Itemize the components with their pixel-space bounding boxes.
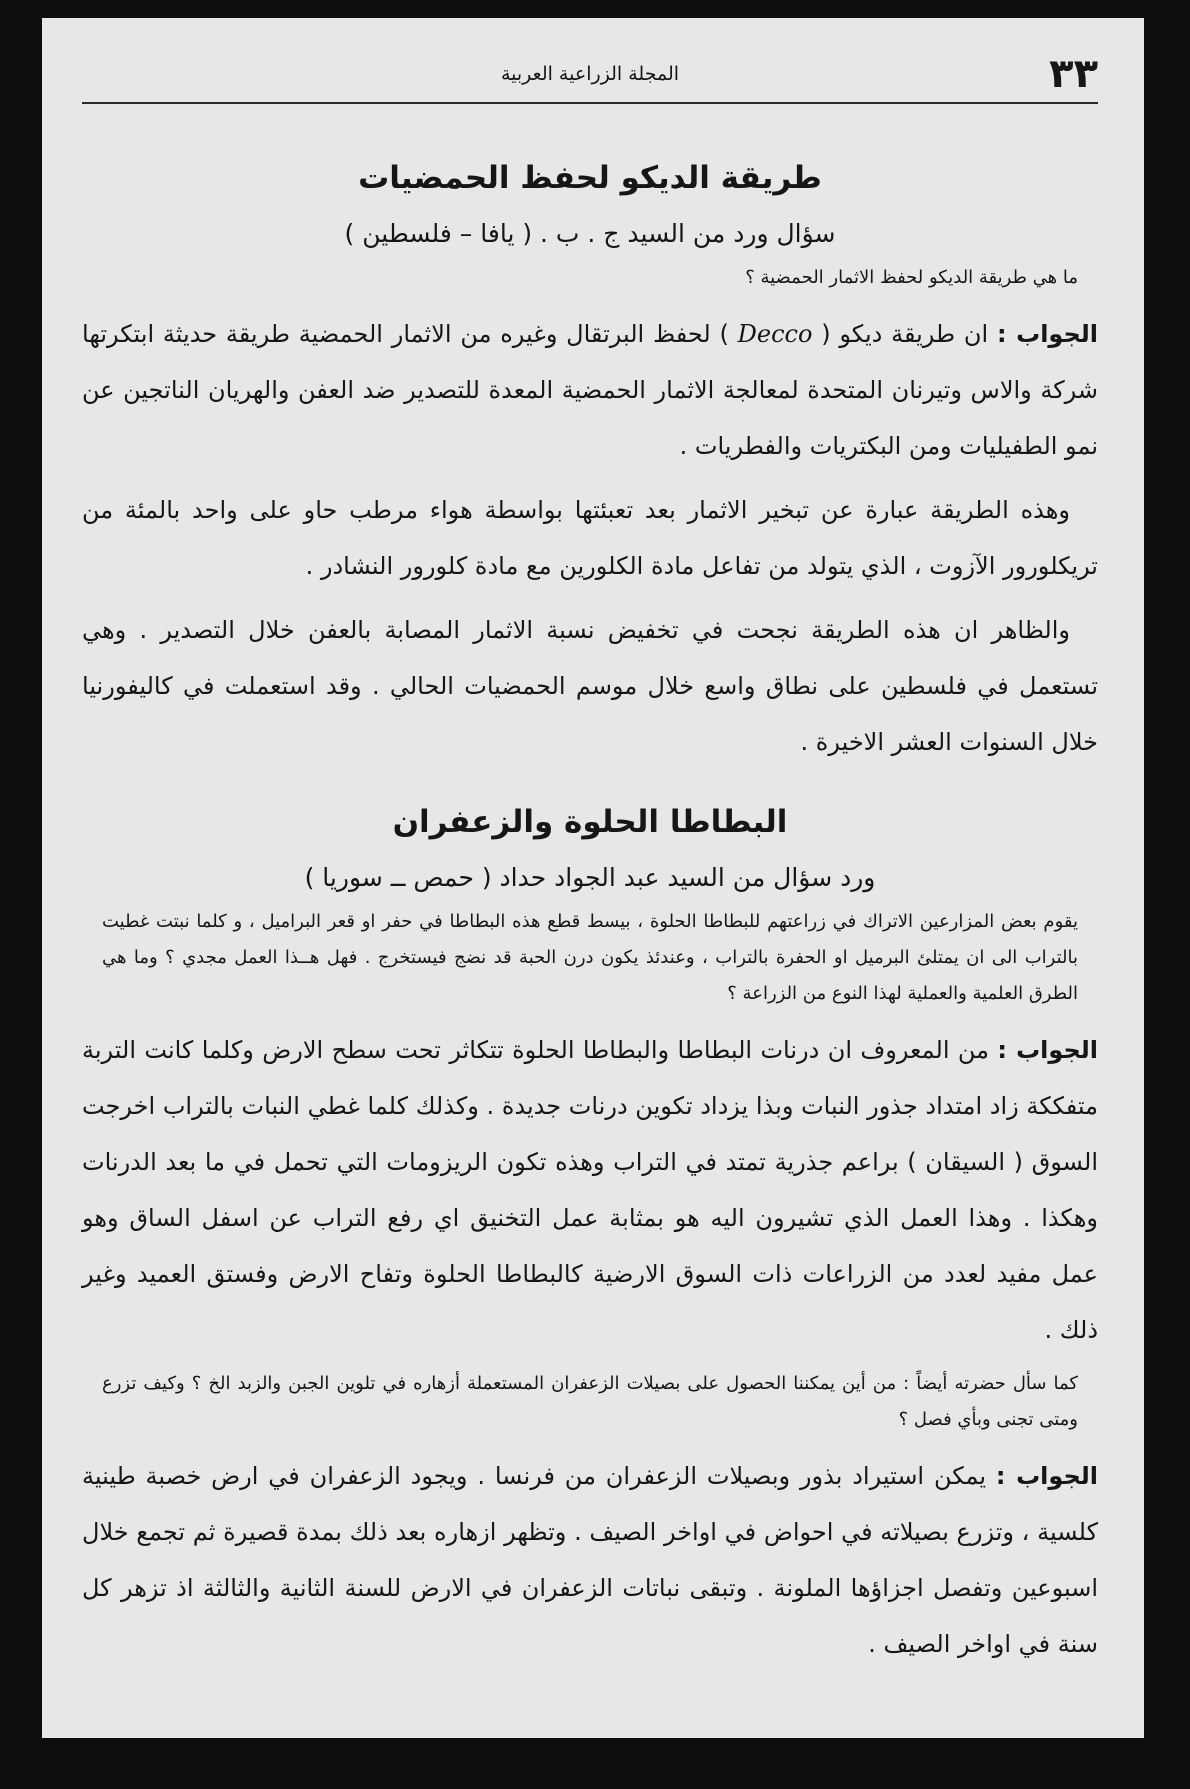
page-header [82,46,1098,104]
article2-answer2-lead: الجواب : [995,1462,1098,1490]
article1-answer [82,306,1098,474]
article1-answer-latin: Decco [737,320,813,348]
article2-subtitle: ورد سؤال من السيد عبد الجواد حداد ( حمص ــ سوريا ) [304,863,876,892]
article2-answer-2 [82,1448,1098,1672]
article1-question: ما هي طريقة الديكو لحفظ الاثمار الحمضية ؟ [745,267,1078,288]
article2-answer-text: من المعروف ان درنات البطاطا والبطاطا الحلوة تتكاثر تحت سطح الارض وكلما كانت التربة متفككة زاد امتداد جذور النبات وبذا يزداد تكوين درنات جديدة . وكذلك كلما غطي النبات بالتراب اخرجت السوق ( السيقان ) براعم جذرية تمتد في التراب وهذه تكون الريزومات التي تحمل في ما بعد الدرنات وهكذا . وهذا العمل الذي تشيرون اليه هو بمثابة عمل التخنيق اي رفع التراب عن اسفل الساق وهو عمل مفيد لعدد من الزراعات ذات السوق الارضية كالبطاطا الحلوة وتفاح الارض وفستق العميد وغير ذلك . [82,1036,1098,1344]
article1-answer-before: ان طريقة ديكو ( [821,320,989,348]
article1-answer-after: ) لحفظ البرتقال وغيره من الاثمار الحمضية طريقة حديثة ابتكرتها شركة والاس وتيرنان المتحدة لمعالجة الاثمار الحمضية المعدة للتصدير ضد العفن والهريان الناتجين عن نمو الطفيليات ومن البكتريات والفطريات . [82,320,1098,460]
article1-answer-lead: الجواب : [996,320,1099,348]
article2-answer [82,1022,1098,1358]
article1-paragraph-3: والظاهر ان هذه الطريقة نجحت في تخفيض نسبة الاثمار المصابة بالعفن خلال التصدير . وهي تستعمل في فلسطين على نطاق واسع خلال موسم الحمضيات الحالي . وقد استعملت في كاليفورنيا خلال السنوات العشر الاخيرة . [82,616,1098,756]
article1-subtitle: سؤال ورد من السيد ج . ب . ( يافا – فلسطين ) [344,219,836,248]
article2-title: البطاطا الحلوة والزعفران [392,804,788,840]
document-page [42,18,1144,1738]
article1-paragraph-2: وهذه الطريقة عبارة عن تبخير الاثمار بعد تعبئتها بواسطة هواء مرطب حاو على واحد بالمئة من تريكلورور الآزوت ، الذي يتولد من تفاعل مادة الكلورين مع مادة كلورور النشادر . [82,496,1098,580]
page-number: ٣٣ [1049,51,1098,97]
article2-answer2-text: يمكن استيراد بذور وبصيلات الزعفران من فرنسا . ويجود الزعفران في ارض خصبة طينية كلسية ، وتزرع بصيلاته في احواض في اواخر الصيف . وتظهر ازهاره بعد ذلك بمدة قصيرة ثم تجمع خلال اسبوعين وتفصل اجزاؤها الملونة . وتبقى نباتات الزعفران في الارض للسنة الثانية والثالثة اذ تزهر كل سنة في اواخر الصيف . [82,1462,1098,1658]
journal-title: المجلة الزراعية العربية [500,63,680,85]
article2-answer-lead: الجواب : [997,1036,1098,1064]
article1-title: طريقة الديكو لحفظ الحمضيات [358,160,822,196]
article2-question-2: كما سأل حضرته أيضاً : من أين يمكننا الحصول على بصيلات الزعفران المستعملة أزهاره في تلوين الجبن والزبد الخ ؟ وكيف تزرع ومتى تجنى وبأي فصل ؟ [102,1373,1078,1430]
page-content [82,126,1098,1680]
article2-question: يقوم بعض المزارعين الاتراك في زراعتهم للبطاطا الحلوة ، بيسط قطع هذه البطاطا في حفر او قعر البراميل ، و كلما نبتت غطيت بالتراب الى ان يمتلئ البرميل او الحفرة بالتراب ، وعندئذ يكون درن الحبة قد نضج فيستخرج . فهل هــذا العمل مجدي ؟ وما هي الطرق العلمية والعملية لهذا النوع من الزراعة ؟ [102,911,1078,1004]
